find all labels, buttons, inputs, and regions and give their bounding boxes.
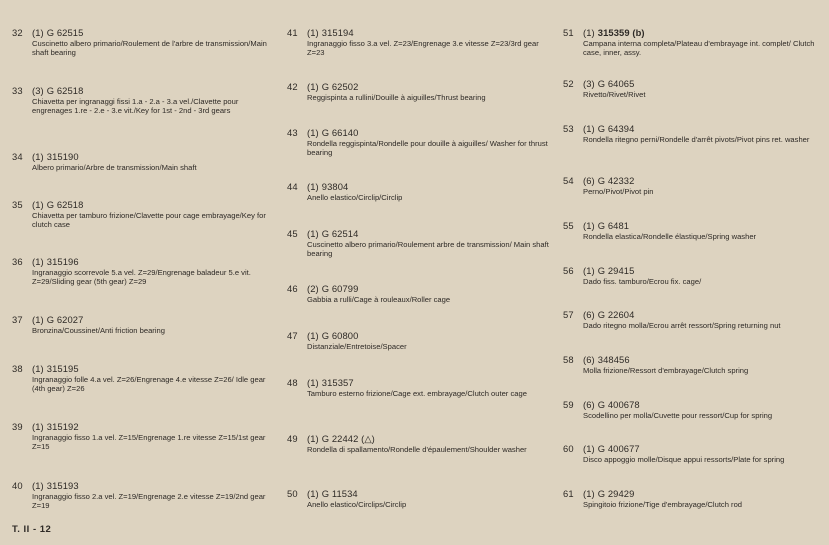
part-number: 48: [287, 377, 298, 388]
part-number: 46: [287, 283, 298, 294]
part-number: 57: [563, 309, 574, 320]
part-quantity: (1): [32, 256, 44, 267]
part-entry: [12, 421, 274, 451]
part-number: 43: [287, 127, 298, 138]
part-description: Ingranaggio fisso 2.a vel. Z=19/Engrenage 2.e vitesse Z=19/2nd gear Z=19: [32, 492, 266, 510]
part-code: 315357: [321, 377, 354, 388]
part-description: Ingranaggio scorrevole 5.a vel. Z=29/Engrenage baladeur 5.e vit. Z=29/Sliding gear (5th gear) Z=29: [32, 268, 251, 286]
part-entry: [12, 480, 274, 510]
part-code: G 22604: [597, 309, 635, 320]
part-code: 315192: [46, 421, 79, 432]
part-number: 56: [563, 265, 574, 276]
part-description: Rondella ritegno perni/Rondelle d'arrêt pivots/Pivot pins ret. washer: [583, 135, 810, 144]
part-number: 34: [12, 151, 23, 162]
part-entry: [563, 175, 825, 196]
part-entry: [287, 81, 557, 102]
part-description: Spingitoio frizione/Tige d'embrayage/Clutch rod: [583, 500, 743, 509]
part-entry: [12, 151, 274, 172]
part-description: Gabbia a rulli/Cage à rouleaux/Roller cage: [307, 295, 451, 304]
part-quantity: (1): [583, 488, 595, 499]
part-quantity: (1): [307, 488, 319, 499]
part-code: G 11534: [321, 488, 358, 499]
part-entry: [12, 199, 274, 229]
part-code: 315190: [46, 151, 79, 162]
part-description: Anello elastico/Circlips/Circlip: [307, 500, 407, 509]
part-entry: [287, 27, 557, 57]
part-description: Albero primario/Arbre de transmission/Main shaft: [32, 163, 197, 172]
part-entry: [287, 181, 557, 202]
part-description: Disco appoggio molle/Disque appui ressorts/Plate for spring: [583, 455, 785, 464]
part-description: Bronzina/Coussinet/Anti friction bearing: [32, 326, 165, 335]
part-entry: [12, 27, 274, 57]
part-code: G 64394: [597, 123, 635, 134]
part-number: 39: [12, 421, 23, 432]
part-quantity: (1): [307, 228, 319, 239]
part-code: G 400678: [597, 399, 640, 410]
part-code: G 42332: [597, 175, 635, 186]
part-number: 36: [12, 256, 23, 267]
part-number: 37: [12, 314, 23, 325]
part-description: Anello elastico/Circlip/Circlip: [307, 193, 403, 202]
part-number: 58: [563, 354, 574, 365]
part-description: Rondella elastica/Rondelle élastique/Spring washer: [583, 232, 757, 241]
part-quantity: (1): [307, 127, 319, 138]
page-footer-label: T. II - 12: [12, 524, 52, 535]
part-description: Dado ritegno molla/Ecrou arrêt ressort/Spring returning nut: [583, 321, 781, 330]
part-description: Rondella di spallamento/Rondelle d'épaulement/Shoulder washer: [307, 445, 527, 454]
part-description: Ingranaggio folle 4.a vel. Z=26/Engrenage 4.e vitesse Z=26/ Idle gear (4th gear) Z=26: [32, 375, 266, 393]
part-entry: [563, 27, 825, 57]
part-description: Distanziale/Entretoise/Spacer: [307, 342, 407, 351]
part-entry: [287, 330, 557, 351]
part-code: 315194: [321, 27, 354, 38]
part-quantity: (2): [307, 283, 319, 294]
part-description: Rivetto/Rivet/Rivet: [583, 90, 646, 99]
part-description: Ingranaggio fisso 1.a vel. Z=15/Engrenage 1.re vitesse Z=15/1st gear Z=15: [32, 433, 266, 451]
part-quantity: (6): [583, 354, 595, 365]
part-quantity: (6): [583, 309, 595, 320]
part-code: 315193: [46, 480, 79, 491]
part-number: 49: [287, 433, 298, 444]
part-number: 33: [12, 85, 23, 96]
part-code: G 62514: [321, 228, 359, 239]
part-code: G 62027: [46, 314, 84, 325]
part-description: Chiavetta per ingranaggi fissi 1.a - 2.a - 3.a vel./Clavette pour engrenages 1.re - 2.e - 3.e vit./Key for 1st - 2nd - 3rd gears: [32, 97, 239, 115]
part-number: 51: [563, 27, 574, 38]
part-entry: [12, 363, 274, 393]
part-number: 50: [287, 488, 298, 499]
part-entry: [563, 309, 825, 330]
part-code: 93804: [321, 181, 349, 192]
part-quantity: (3): [583, 78, 595, 89]
part-entry: [12, 85, 274, 115]
part-entry: [563, 78, 825, 99]
part-number: 53: [563, 123, 574, 134]
part-description: Ingranaggio fisso 3.a vel. Z=23/Engrenage 3.e vitesse Z=23/3rd gear Z=23: [307, 39, 539, 57]
part-quantity: (6): [583, 399, 595, 410]
part-entry: [563, 220, 825, 241]
part-entry: [563, 488, 825, 509]
part-description: Cuscinetto albero primario/Roulement de l'arbre de transmission/Main shaft bearing: [32, 39, 267, 57]
part-number: 45: [287, 228, 298, 239]
part-description: Rondella reggispinta/Rondelle pour douille à aiguilles/ Washer for thrust bearing: [307, 139, 548, 157]
part-entry: [287, 228, 557, 258]
part-code: 315359 (b): [597, 27, 645, 38]
part-number: 44: [287, 181, 298, 192]
part-entry: [287, 283, 557, 304]
part-quantity: (1): [583, 220, 595, 231]
part-quantity: (1): [32, 27, 44, 38]
part-code: 315195: [46, 363, 79, 374]
part-number: 38: [12, 363, 23, 374]
part-code: G 29415: [597, 265, 635, 276]
part-quantity: (6): [583, 175, 595, 186]
part-quantity: (3): [32, 85, 44, 96]
part-code: G 62515: [46, 27, 84, 38]
part-code: G 60799: [321, 283, 359, 294]
part-entry: [563, 123, 825, 144]
part-quantity: (1): [583, 123, 595, 134]
part-code: G 29429: [597, 488, 635, 499]
part-number: 60: [563, 443, 574, 454]
part-quantity: (1): [32, 151, 44, 162]
part-description: Tamburo esterno frizione/Cage ext. embrayage/Clutch outer cage: [307, 389, 527, 398]
part-quantity: (1): [307, 181, 319, 192]
part-description: Cuscinetto albero primario/Roulement arbre de transmission/ Main shaft bearing: [307, 240, 549, 258]
part-entry: [563, 399, 825, 420]
part-number: 55: [563, 220, 574, 231]
part-description: Molla frizione/Ressort d'embrayage/Clutch spring: [583, 366, 749, 375]
part-number: 41: [287, 27, 298, 38]
part-entry: [287, 433, 557, 454]
part-description: Perno/Pivot/Pivot pin: [583, 187, 654, 196]
part-code: G 66140: [321, 127, 359, 138]
part-number: 59: [563, 399, 574, 410]
part-number: 54: [563, 175, 574, 186]
part-number: 52: [563, 78, 574, 89]
part-entry: [287, 488, 557, 509]
part-description: Reggispinta a rullini/Douille à aiguilles/Thrust bearing: [307, 93, 486, 102]
part-quantity: (1): [583, 443, 595, 454]
part-code: G 64065: [597, 78, 635, 89]
part-entry: [563, 265, 825, 286]
part-quantity: (1): [307, 377, 319, 388]
part-description: Chiavetta per tamburo frizione/Clavette pour cage embrayage/Key for clutch case: [32, 211, 266, 229]
part-quantity: (1): [583, 265, 595, 276]
part-entry: [563, 443, 825, 464]
part-code: G 62518: [46, 85, 84, 96]
part-code: 315196: [46, 256, 79, 267]
part-quantity: (1): [32, 480, 44, 491]
part-code: G 60800: [321, 330, 359, 341]
part-description: Campana interna completa/Plateau d'embrayage int. complet/ Clutch case, inner, assy.: [583, 39, 815, 57]
part-code: 348456: [597, 354, 630, 365]
part-code: G 6481: [597, 220, 630, 231]
part-entry: [12, 256, 274, 286]
part-quantity: (1): [307, 330, 319, 341]
part-entry: [287, 377, 557, 398]
part-quantity: (1): [32, 199, 44, 210]
part-code: G 62502: [321, 81, 359, 92]
part-number: 47: [287, 330, 298, 341]
part-quantity: (1): [32, 421, 44, 432]
part-entry: [287, 127, 557, 157]
part-code: G 62518: [46, 199, 84, 210]
part-quantity: (1): [32, 314, 44, 325]
part-quantity: (1): [583, 27, 595, 38]
part-number: 42: [287, 81, 298, 92]
part-entry: [563, 354, 825, 375]
part-code: G 400677: [597, 443, 640, 454]
part-quantity: (1): [32, 363, 44, 374]
part-number: 61: [563, 488, 574, 499]
part-quantity: (1): [307, 433, 319, 444]
part-number: 40: [12, 480, 23, 491]
part-description: Dado fiss. tamburo/Ecrou fix. cage/: [583, 277, 702, 286]
part-number: 32: [12, 27, 23, 38]
part-description: Scodellino per molla/Cuvette pour ressort/Cup for spring: [583, 411, 773, 420]
part-code: G 22442 (△): [321, 433, 375, 444]
part-number: 35: [12, 199, 23, 210]
part-entry: [12, 314, 274, 335]
part-quantity: (1): [307, 27, 319, 38]
part-quantity: (1): [307, 81, 319, 92]
